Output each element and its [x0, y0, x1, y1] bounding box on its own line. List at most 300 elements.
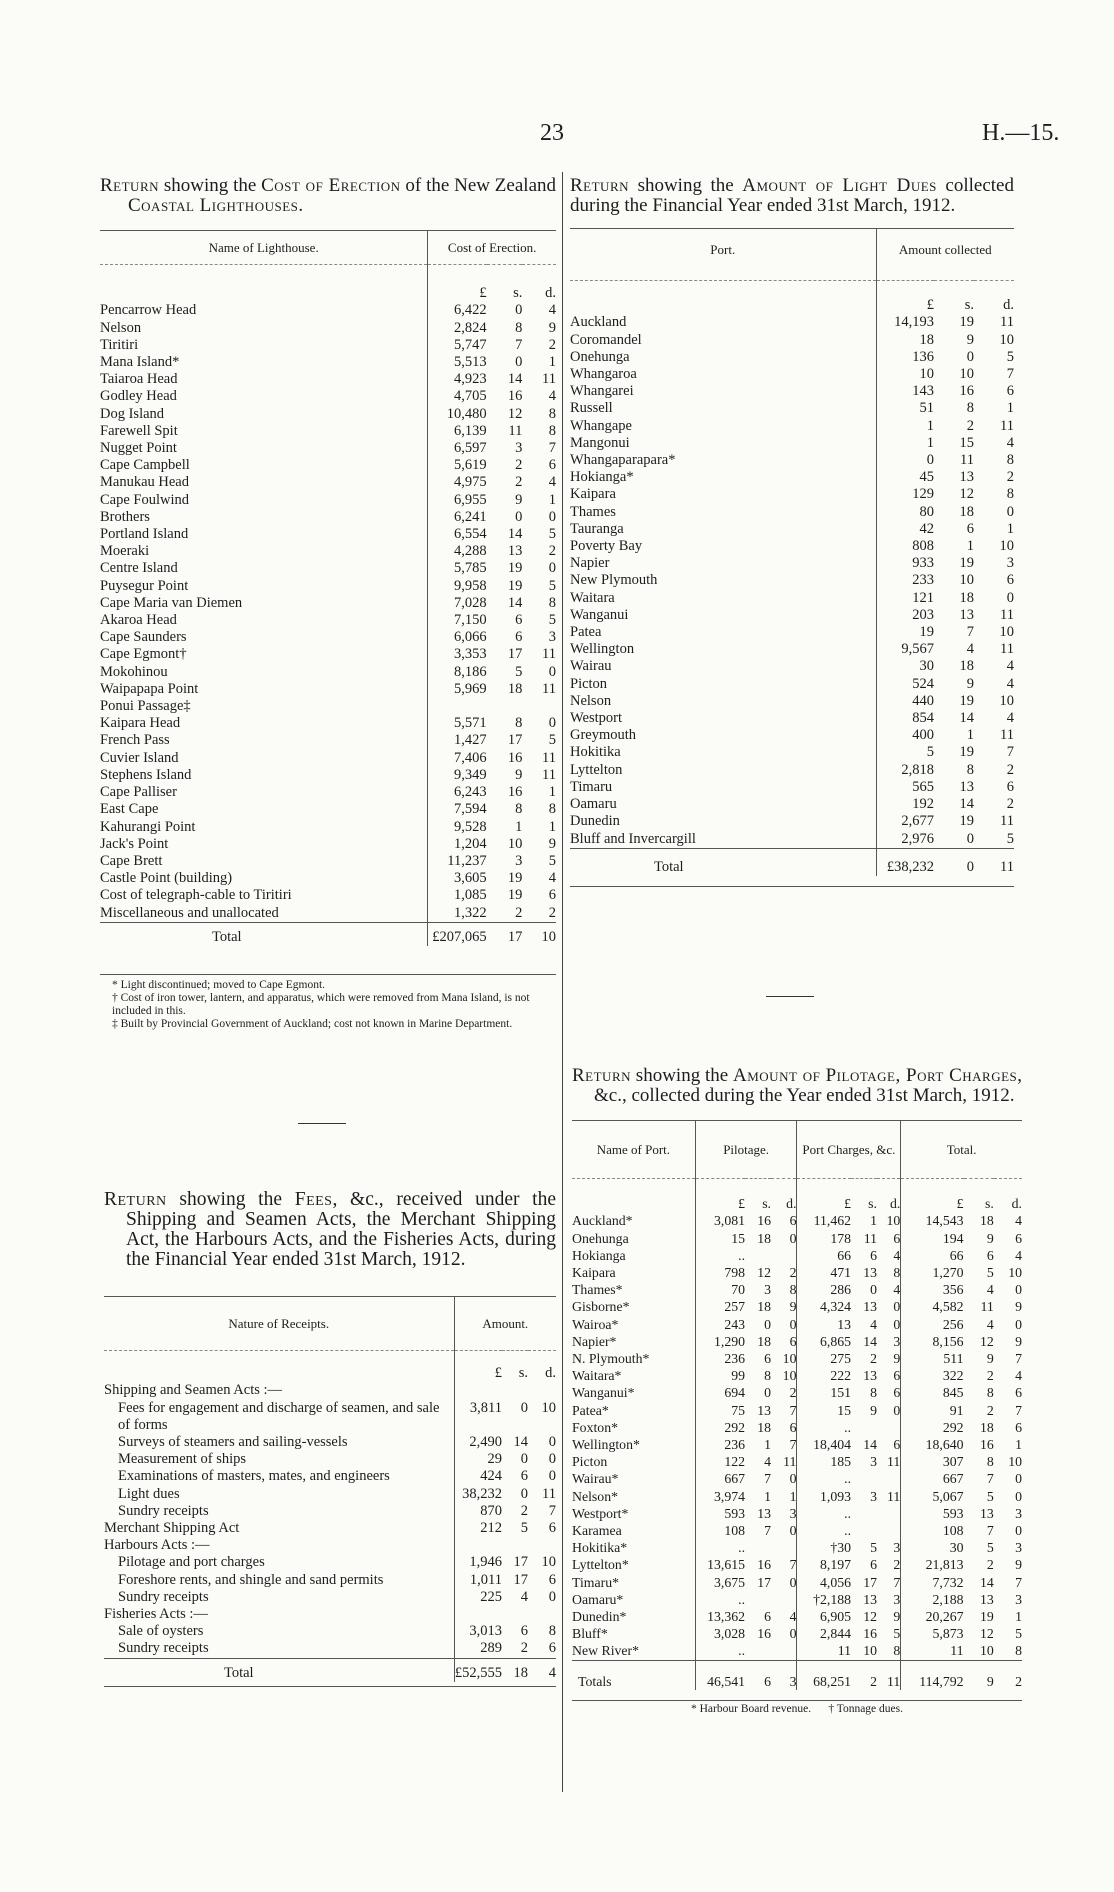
table-row	[570, 383, 1014, 400]
row-value: 7	[515, 336, 523, 353]
table-row	[570, 366, 1014, 383]
row-value	[428, 698, 487, 715]
row-value: 19	[959, 314, 974, 331]
unit-shillings: s.	[762, 1196, 772, 1212]
row-label: Akaroa Head	[100, 612, 177, 629]
row-value: 10	[541, 1554, 556, 1571]
row-value: 808	[876, 538, 934, 555]
row-value	[487, 698, 523, 715]
table-row	[100, 715, 556, 732]
row-label: Wairau*	[572, 1471, 619, 1487]
total-row	[100, 922, 556, 946]
col-header-port: Port.	[570, 229, 876, 281]
row-value: 9	[515, 766, 523, 783]
title-smallcaps: Amount of Light Dues	[742, 175, 937, 196]
row-value: 1,290	[695, 1333, 745, 1350]
row-label: New River*	[572, 1643, 640, 1659]
total-row	[570, 848, 1014, 876]
row-value: 2,188	[901, 1591, 964, 1608]
row-value: 845	[901, 1384, 964, 1401]
row-value: 66	[797, 1247, 851, 1264]
row-value: 694	[695, 1384, 745, 1401]
row-value: 8	[515, 801, 523, 818]
table-row	[570, 469, 1014, 486]
row-value: 14	[513, 1434, 528, 1451]
row-value: 8,186	[428, 664, 487, 681]
row-value: 10	[863, 1643, 877, 1659]
pilotage-section	[572, 1066, 1022, 1716]
row-value: 593	[901, 1505, 964, 1522]
total-value: 2	[994, 1660, 1022, 1690]
row-label: Cuvier Island	[100, 749, 179, 766]
row-value: 75	[695, 1402, 745, 1419]
row-value: 4	[1006, 675, 1014, 692]
row-value: 5,873	[901, 1625, 964, 1642]
row-label: Picton	[572, 1454, 608, 1470]
table-row	[570, 693, 1014, 710]
title-lead: Return	[100, 175, 160, 196]
table-row	[100, 853, 556, 870]
row-label: Sundry receipts	[118, 1502, 209, 1519]
row-value: 236	[695, 1436, 745, 1453]
table-row	[572, 1212, 1022, 1229]
row-value: 3,811	[454, 1400, 502, 1434]
row-label: Nugget Point	[100, 440, 177, 457]
table-row	[100, 870, 556, 887]
row-label: Patea	[570, 624, 602, 641]
row-value: 471	[797, 1264, 851, 1281]
row-value: 4,056	[797, 1574, 851, 1591]
table-row	[104, 1606, 556, 1623]
lighthouse-table-title	[100, 176, 556, 216]
row-value: 18	[980, 1213, 994, 1229]
lighthouse-footnotes	[100, 974, 556, 1031]
row-label: Onehunga	[570, 348, 630, 365]
total-value: 3	[771, 1660, 797, 1690]
row-value: 7	[789, 1437, 797, 1453]
title-text: showing the	[629, 175, 743, 196]
row-value: 2	[1006, 469, 1014, 486]
row-value: 11	[783, 1454, 797, 1470]
row-value: 2	[515, 904, 523, 921]
row-label: Kaipara	[572, 1265, 616, 1281]
row-value: 19	[507, 887, 523, 904]
row-value: 7	[1015, 1574, 1022, 1590]
title-text: showing the	[159, 175, 262, 196]
row-label: Greymouth	[570, 727, 637, 744]
row-value: 2	[986, 1402, 994, 1418]
row-label: Russell	[570, 400, 613, 417]
row-label: Cape Brett	[100, 852, 163, 869]
table-row	[572, 1264, 1022, 1281]
row-value: 9	[548, 319, 556, 336]
table-row	[100, 578, 556, 595]
row-value: 4	[789, 1609, 797, 1625]
row-value: 18	[959, 503, 974, 520]
row-value: 3	[515, 440, 523, 457]
row-value: 275	[797, 1350, 851, 1367]
table-row	[570, 486, 1014, 503]
row-value: 0	[876, 452, 934, 469]
row-value: 4	[966, 641, 974, 658]
row-label: Hokitika*	[572, 1540, 628, 1556]
row-value: 4	[1006, 710, 1014, 727]
row-value: 9	[986, 1351, 994, 1367]
row-value: 2	[515, 474, 523, 491]
row-value: 4	[548, 302, 556, 319]
row-label: Kaipara Head	[100, 715, 181, 732]
row-label: East Cape	[100, 801, 159, 818]
row-value: 10	[876, 366, 934, 383]
table-row	[570, 435, 1014, 452]
row-value: 18,404	[797, 1436, 851, 1453]
title-lead: Return	[570, 175, 630, 196]
row-value: 356	[901, 1281, 964, 1298]
row-value: 4,582	[901, 1298, 964, 1315]
table-row	[100, 681, 556, 698]
total-pounds: £207,065	[428, 922, 487, 946]
table-row	[100, 905, 556, 923]
row-value: 0	[789, 1523, 797, 1539]
row-label: Fisheries Acts :—	[104, 1606, 208, 1623]
title-text: of the New Zealand	[400, 175, 556, 196]
row-label: Whangarei	[570, 383, 634, 400]
row-label: Napier	[570, 555, 610, 572]
row-value: 3	[893, 1591, 901, 1607]
row-value: 19	[507, 870, 523, 887]
row-value: 19	[507, 560, 523, 577]
table-row	[100, 887, 556, 904]
row-value: 307	[901, 1453, 964, 1470]
row-value: 798	[695, 1264, 745, 1281]
row-value: 222	[797, 1367, 851, 1384]
row-value: 6,139	[428, 423, 487, 440]
row-value	[877, 1522, 901, 1539]
title-text: collected during the Financial Year ended 31st March, 1912.	[570, 175, 1014, 216]
table-row	[104, 1589, 556, 1606]
row-value: 6	[1006, 572, 1014, 589]
row-value: 9	[893, 1609, 901, 1625]
paper-reference: H.—15.	[982, 120, 1060, 146]
row-value: 2	[548, 904, 556, 921]
col-header-amount: Amount.	[454, 1297, 556, 1351]
row-value: 13	[980, 1505, 994, 1521]
title-smallcaps: Cost of Erection	[261, 175, 401, 196]
table-row	[100, 440, 556, 457]
row-value: 5,785	[428, 560, 487, 577]
table-row	[100, 732, 556, 749]
lighthouse-table	[100, 230, 556, 946]
row-value: 14	[959, 796, 974, 813]
row-label: New Plymouth	[570, 572, 658, 589]
table-header-row	[570, 229, 1014, 281]
lighthouse-cost-section	[100, 176, 556, 1031]
total-row	[104, 1658, 556, 1682]
col-header-cost: Cost of Erection.	[428, 231, 556, 265]
row-value: 3	[893, 1540, 901, 1556]
row-value: 2,818	[876, 762, 934, 779]
table-row	[572, 1470, 1022, 1487]
row-value: 0	[1006, 589, 1014, 606]
row-value	[528, 1537, 556, 1554]
row-value: 322	[901, 1367, 964, 1384]
lighthouse-rows	[100, 302, 556, 922]
row-value: 11	[542, 680, 556, 697]
row-value: 5	[548, 526, 556, 543]
row-label: Cape Campbell	[100, 457, 190, 474]
row-value: 2,490	[454, 1434, 502, 1451]
table-row	[100, 320, 556, 337]
unit-pence: d.	[545, 285, 556, 302]
row-value: 5	[1006, 348, 1014, 365]
row-value: 1	[876, 435, 934, 452]
row-value: 0	[966, 348, 974, 365]
total-shillings: 18	[502, 1658, 528, 1682]
row-value	[851, 1522, 877, 1539]
row-value: 14	[980, 1574, 994, 1590]
row-value: 18	[959, 658, 974, 675]
row-value: 243	[695, 1316, 745, 1333]
row-label: Waitara*	[572, 1368, 622, 1384]
row-value: 18	[757, 1419, 772, 1435]
row-value: 233	[876, 572, 934, 589]
row-value: 4	[986, 1282, 994, 1298]
row-value: 13,615	[695, 1556, 745, 1573]
table-row	[570, 676, 1014, 693]
fees-rows	[104, 1382, 556, 1658]
row-value: 3	[764, 1282, 772, 1298]
row-value: 13	[797, 1316, 851, 1333]
row-value: 18	[980, 1419, 994, 1435]
row-value	[454, 1537, 502, 1554]
row-value: †30	[797, 1539, 851, 1556]
row-value: 16	[507, 784, 523, 801]
row-label: Cape Palliser	[100, 784, 177, 801]
row-label: Hokitika	[570, 744, 621, 761]
row-value: 17	[513, 1554, 528, 1571]
pilotage-table	[572, 1120, 1022, 1690]
table-row	[570, 521, 1014, 538]
unit-shillings: s.	[518, 1365, 528, 1382]
row-value: 0	[1006, 503, 1014, 520]
row-value: 8	[1006, 452, 1014, 469]
row-label: Onehunga	[572, 1230, 629, 1246]
row-value: 122	[695, 1453, 745, 1470]
pilotage-rows	[572, 1212, 1022, 1660]
row-value: 10	[782, 1368, 797, 1384]
row-value: 0	[548, 1588, 556, 1605]
row-value: 80	[876, 504, 934, 521]
table-row	[570, 762, 1014, 779]
total-row	[572, 1660, 1022, 1690]
row-value: 6	[520, 1468, 528, 1485]
table-row	[572, 1230, 1022, 1247]
row-label: Pilotage and port charges	[118, 1554, 265, 1571]
row-value: 10	[999, 538, 1014, 555]
row-value: 6,241	[428, 509, 487, 526]
table-row	[570, 452, 1014, 469]
row-label: Moeraki	[100, 543, 150, 560]
row-value: 0	[515, 354, 523, 371]
row-value: 9	[515, 491, 523, 508]
row-value	[502, 1537, 528, 1554]
row-value: 6	[548, 1520, 556, 1537]
row-value: 8	[789, 1282, 797, 1298]
table-row	[104, 1468, 556, 1485]
row-value: 0	[1015, 1282, 1022, 1298]
row-value: 19	[507, 577, 523, 594]
table-row	[100, 698, 556, 715]
row-value: 1,093	[797, 1488, 851, 1505]
row-value: 13	[757, 1505, 772, 1521]
row-value: 7,028	[428, 595, 487, 612]
row-value	[528, 1606, 556, 1623]
col-header-amount: Amount collected	[876, 229, 1014, 281]
row-label: Ponui Passage‡	[100, 698, 191, 715]
row-value: 18	[757, 1333, 772, 1349]
row-label: Whangaroa	[570, 366, 637, 383]
row-value	[851, 1470, 877, 1487]
row-value: 7	[789, 1402, 797, 1418]
row-value: 151	[797, 1384, 851, 1401]
row-value: 16	[863, 1626, 877, 1642]
row-value: 6,243	[428, 784, 487, 801]
row-value: 6	[548, 457, 556, 474]
row-value: 13	[959, 606, 974, 623]
row-label: Mangonui	[570, 434, 630, 451]
row-value: 2	[548, 543, 556, 560]
row-value	[745, 1642, 771, 1660]
table-row	[570, 831, 1014, 849]
title-text: , &c., received under the Shipping and Seamen Acts, the Merchant Shipping Act, the Harbours Acts, and the Fisheries Acts, during the Financial Year ended 31st March, 1912.	[126, 1189, 556, 1270]
row-value: 10	[1008, 1265, 1022, 1281]
row-value: 15	[959, 434, 974, 451]
row-value: 11	[542, 1485, 556, 1502]
row-value: 225	[454, 1589, 502, 1606]
row-value: 7	[893, 1574, 901, 1590]
row-value: 18,640	[901, 1436, 964, 1453]
row-value: ..	[797, 1419, 851, 1436]
row-value: 6,597	[428, 440, 487, 457]
row-value: 3	[515, 852, 523, 869]
row-label: Taiaroa Head	[100, 371, 178, 388]
row-value: 9	[893, 1351, 901, 1367]
row-label: Wairoa*	[572, 1316, 619, 1332]
table-row	[570, 400, 1014, 417]
row-value: 3	[870, 1454, 877, 1470]
row-value: 9	[548, 835, 556, 852]
row-label: Jack's Point	[100, 835, 169, 852]
row-value: 2	[1006, 761, 1014, 778]
row-value: 4,923	[428, 371, 487, 388]
row-label: Thames	[570, 503, 616, 520]
table-row	[104, 1486, 556, 1503]
row-value: 6	[986, 1247, 994, 1263]
row-value: 10	[959, 572, 974, 589]
row-value: 212	[454, 1520, 502, 1537]
row-value: 256	[901, 1316, 964, 1333]
row-value: 51	[876, 400, 934, 417]
table-row	[570, 314, 1014, 331]
table-row	[572, 1298, 1022, 1315]
light-dues-rows	[570, 314, 1014, 848]
row-value: 5	[1015, 1626, 1022, 1642]
row-label: Brothers	[100, 508, 150, 525]
row-value: 4	[986, 1316, 994, 1332]
row-label: Auckland*	[572, 1213, 633, 1229]
table-row	[572, 1608, 1022, 1625]
row-value: 0	[1015, 1523, 1022, 1539]
row-label: Whangape	[570, 417, 632, 434]
row-label: Stephens Island	[100, 766, 192, 783]
row-value: 16	[980, 1437, 994, 1453]
row-value: 129	[876, 486, 934, 503]
row-value: 7	[548, 440, 556, 457]
row-value: 7	[966, 624, 974, 641]
row-value: 7,594	[428, 801, 487, 818]
table-row	[570, 744, 1014, 761]
row-value: 5,571	[428, 715, 487, 732]
row-value: 4	[1006, 658, 1014, 675]
col-header-port: Name of Port.	[572, 1121, 695, 1179]
row-value: 14	[507, 594, 523, 611]
row-value: 2	[870, 1351, 877, 1367]
row-value: ..	[695, 1539, 745, 1556]
row-value: 6	[548, 887, 556, 904]
row-label: Picton	[570, 675, 608, 692]
row-value	[877, 1419, 901, 1436]
unit-row	[104, 1351, 556, 1383]
row-value: 400	[876, 727, 934, 744]
section-separator	[298, 1123, 346, 1124]
row-value: 8	[548, 405, 556, 422]
row-value: 20,267	[901, 1608, 964, 1625]
row-value: 17	[757, 1574, 772, 1590]
row-value: 6	[548, 1571, 556, 1588]
table-row	[100, 767, 556, 784]
table-row	[100, 423, 556, 440]
unit-shillings: s.	[868, 1196, 877, 1212]
row-value: 4	[893, 1247, 901, 1263]
table-row	[100, 388, 556, 405]
row-value: 0	[548, 1468, 556, 1485]
row-value: 0	[548, 663, 556, 680]
row-value: 4,288	[428, 543, 487, 560]
table-row	[572, 1522, 1022, 1539]
row-value: 13	[863, 1299, 877, 1315]
row-value: 0	[966, 830, 974, 847]
unit-pounds: £	[454, 1351, 502, 1383]
table-row	[572, 1402, 1022, 1419]
row-value: 2	[789, 1265, 797, 1281]
row-value	[877, 1470, 901, 1487]
row-label: Dunedin	[570, 813, 620, 830]
row-label: Oamaru*	[572, 1591, 624, 1607]
row-value: 17	[863, 1574, 877, 1590]
row-value: 13	[959, 778, 974, 795]
row-label: Wanganui	[570, 606, 629, 623]
row-value: 6	[548, 1640, 556, 1657]
row-value: 0	[893, 1299, 901, 1315]
row-value: 1,322	[428, 905, 487, 923]
row-value: 0	[520, 1451, 528, 1468]
row-value: 11	[1000, 606, 1014, 623]
row-value: 45	[876, 469, 934, 486]
table-bottom-rule	[570, 886, 1014, 887]
row-label: Karamea	[572, 1523, 622, 1539]
unit-pence: d.	[1003, 297, 1014, 314]
row-value: 5,619	[428, 457, 487, 474]
